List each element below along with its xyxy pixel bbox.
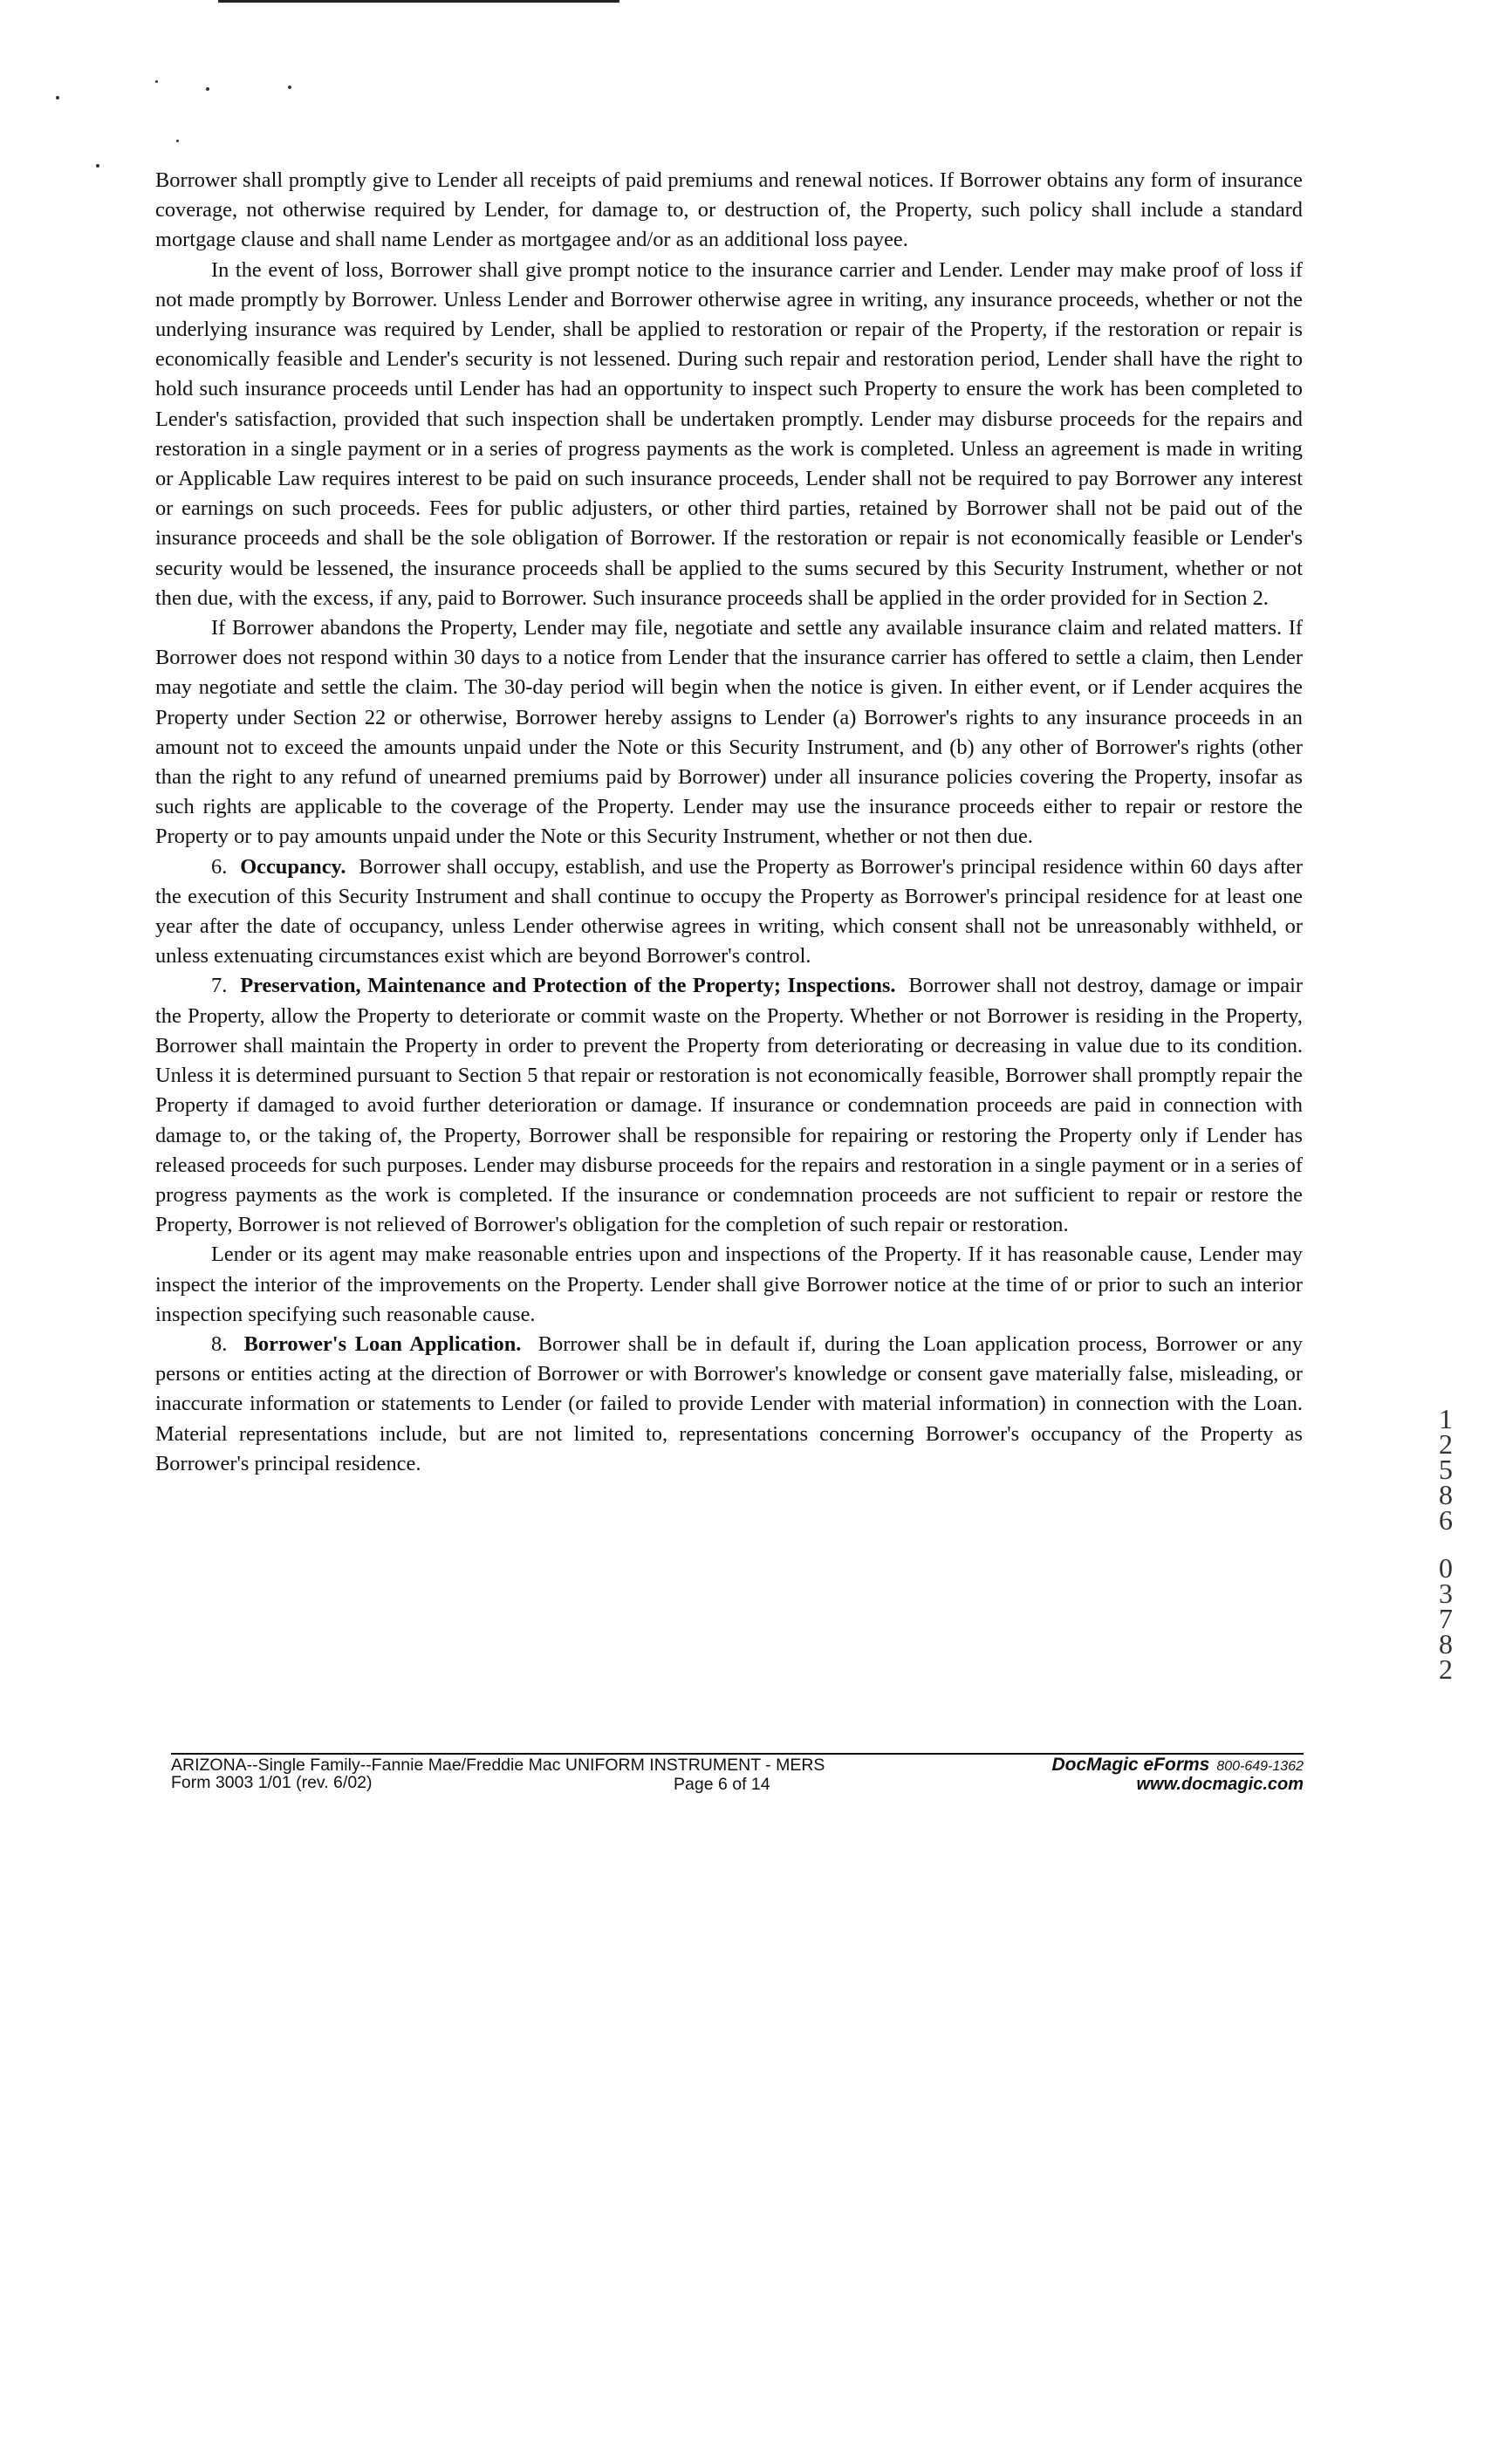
paragraph-inspections: Lender or its agent may make reasonable entries upon and inspections of the Property. If it has reasonable cause, Lender may inspect the interior of the improvements on the Property. Lender shall give Borrower notice at the time of or prior to such an interior inspection specifying such reasonable cause.	[155, 1242, 1303, 1326]
stamp-digit: 3	[1439, 1578, 1453, 1609]
footer-form-title: ARIZONA--Single Family--Fannie Mae/Freddie Mac UNIFORM INSTRUMENT - MERS	[171, 1756, 825, 1775]
stamp-digit: 1	[1439, 1403, 1453, 1434]
scan-speck	[206, 87, 209, 91]
scan-speck	[56, 96, 59, 99]
document-body	[155, 166, 1303, 1479]
stamp-digit: 7	[1439, 1603, 1453, 1634]
section-heading: Borrower's Loan Application.	[243, 1331, 522, 1356]
section-7-preservation	[155, 971, 1303, 1240]
recording-stamp-number	[1431, 1403, 1461, 1685]
section-number: 8.	[211, 1331, 228, 1356]
footer-phone: 800-649-1362	[1216, 1759, 1304, 1774]
stamp-digit: 2	[1439, 1653, 1453, 1685]
section-text: Borrower shall not destroy, damage or impair the Property, allow the Property to deteriorate or commit waste on the Property. Whether or not Borrower is residing in the Property, Borrower shall maintain the Property in order to prevent the Property from deteriorating or decreasing in value due to its condition. Unless it is determined pursuant to Section 5 that repair or restoration is not economically feasible, Borrower shall promptly repair the Property if damaged to avoid further deterioration or damage. If insurance or condemnation proceeds are paid in connection with damage to, or the taking of, the Property, Borrower shall be responsible for repairing or restoring the Property only if Lender has released proceeds for such purposes. Lender may disburse proceeds for the repairs and restoration in a single payment or in a series of progress payments as the work is completed. If the insurance or condemnation proceeds are not sufficient to repair or restore the Property, Borrower is not relieved of Borrower's obligation for the completion of such repair or restoration.	[155, 974, 1303, 1237]
stamp-digit: 8	[1439, 1479, 1453, 1510]
scan-speck	[96, 164, 99, 168]
paragraph-event-of-loss: In the event of loss, Borrower shall give prompt notice to the insurance carrier and Lender. Lender may make proof of loss if not made promptly by Borrower. Unless Lender and Borrower otherwise agree in writing, any insurance proceeds, whether or not the underlying insurance was required by Lender, shall be applied to restoration or repair of the Property, if the restoration or repair is economically feasible and Lender's security is not lessened. During such repair and restoration period, Lender shall have the right to hold such insurance proceeds until Lender has had an opportunity to inspect such Property to ensure the work has been completed to Lender's satisfaction, provided that such inspection shall be undertaken promptly. Lender may disburse proceeds for the repairs and restoration in a single payment or in a series of progress payments as the work is completed. Unless an agreement is made in writing or Applicable Law requires interest to be paid on such insurance proceeds, Lender shall not be required to pay Borrower any interest or earnings on such proceeds. Fees for public adjusters, or other third parties, retained by Borrower shall not be paid out of the insurance proceeds and shall be the sole obligation of Borrower. If the restoration or repair is not economically feasible or Lender's security would be lessened, the insurance proceeds shall be applied to the sums secured by this Security Instrument, whether or not then due, with the excess, if any, paid to Borrower. Such insurance proceeds shall be applied in the order provided for in Section 2.	[155, 257, 1303, 610]
footer-brand-block	[1051, 1756, 1304, 1793]
scan-speck	[176, 140, 179, 142]
paragraph-abandonment: If Borrower abandons the Property, Lender may file, negotiate and settle any available insurance claim and related matters. If Borrower does not respond within 30 days to a notice from Lender that the insurance carrier has offered to settle a claim, then Lender may negotiate and settle the claim. The 30-day period will begin when the notice is given. In either event, or if Lender acquires the Property under Section 22 or otherwise, Borrower hereby assigns to Lender (a) Borrower's rights to any insurance proceeds in an amount not to exceed the amounts unpaid under the Note or this Security Instrument, and (b) any other of Borrower's rights (other than the right to any refund of unearned premiums paid by Borrower) under all insurance policies covering the Property, insofar as such rights are applicable to the coverage of the Property. Lender may use the insurance proceeds either to repair or restore the Property or to pay amounts unpaid under the Note or this Security Instrument, whether or not then due.	[155, 616, 1303, 849]
stamp-digit: 5	[1439, 1454, 1453, 1485]
section-heading: Occupancy.	[240, 854, 346, 879]
footer-website: www.docmagic.com	[1136, 1775, 1304, 1794]
stamp-digit: 0	[1439, 1552, 1453, 1584]
section-number: 6.	[211, 854, 228, 879]
scan-speck	[155, 80, 158, 83]
page-footer	[171, 1756, 1304, 1809]
stamp-digit: 2	[1439, 1428, 1453, 1460]
scan-speck	[288, 86, 291, 89]
stamp-digit: 8	[1439, 1628, 1453, 1660]
scan-edge-line	[218, 0, 619, 3]
section-text: Borrower shall be in default if, during the Loan application process, Borrower or any persons or entities acting at the direction of Borrower or with Borrower's knowledge or consent gave materially false, misleading, or inaccurate information or statements to Lender (or failed to provide Lender with material information) in connection with the Loan. Material representations include, but are not limited to, representations concerning Borrower's occupancy of the Property as Borrower's principal residence.	[155, 1331, 1303, 1475]
section-text: Borrower shall occupy, establish, and use the Property as Borrower's principal residence within 60 days after the execution of this Security Instrument and shall continue to occupy the Property as Borrower's principal residence for at least one year after the date of occupancy, unless Lender otherwise agrees in writing, which consent shall not be unreasonably withheld, or unless extenuating circumstances exist which are beyond Borrower's control.	[155, 854, 1303, 968]
section-heading: Preservation, Maintenance and Protection of the Property; Inspections.	[240, 974, 896, 998]
section-8-loan-application	[155, 1330, 1303, 1479]
docmagic-logo: DocMagic eForms	[1051, 1755, 1210, 1775]
footer-page-number: Page 6 of 14	[674, 1775, 770, 1794]
paragraph-insurance-receipts: Borrower shall promptly give to Lender all receipts of paid premiums and renewal notices. If Borrower obtains any form of insurance coverage, not otherwise required by Lender, for damage to, or destruction of, the Property, such policy shall include a standard mortgage clause and shall name Lender as mortgagee and/or as an additional loss payee.	[155, 168, 1303, 252]
stamp-digit: 6	[1439, 1504, 1453, 1536]
section-number: 7.	[211, 974, 228, 998]
footer-form-number: Form 3003 1/01 (rev. 6/02)	[171, 1773, 373, 1792]
section-6-occupancy	[155, 852, 1303, 972]
